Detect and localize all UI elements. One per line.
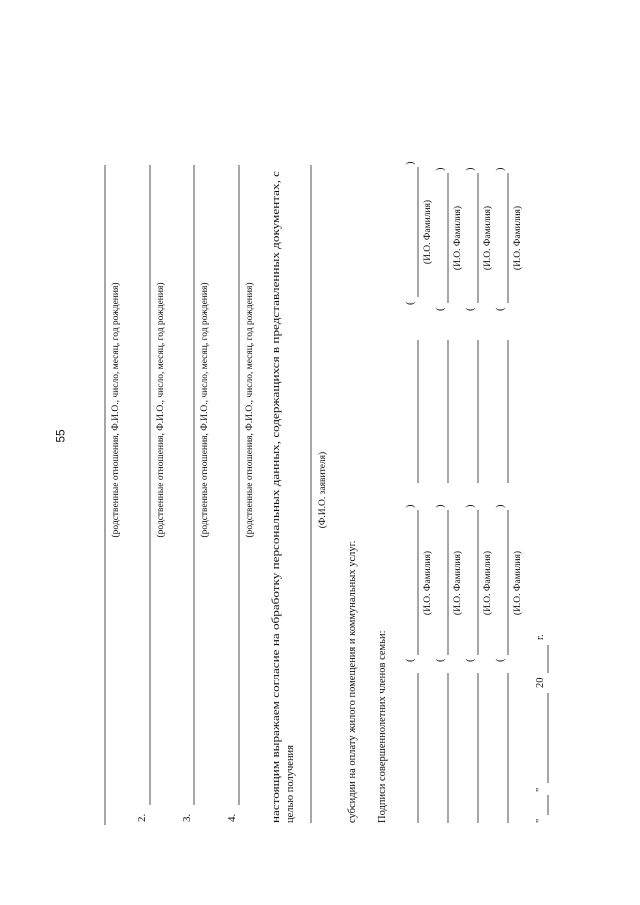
close-paren: ) [405,504,416,508]
close-paren: ) [435,504,446,508]
quote-open: " [535,818,546,823]
relative-caption-1: (родственные отношения, Ф.И.О., число, месяц, год рождения) [111,282,121,538]
open-paren: ( [405,658,416,662]
relative-caption-3: (родственные отношения, Ф.И.О., число, месяц, год рождения) [200,282,210,538]
name-caption: (И.О. Фамилия) [483,550,493,616]
open-paren: ( [495,307,506,311]
name-caption: (И.О. Фамилия) [453,550,463,616]
year-prefix: 20 [535,677,546,688]
signatures-title: Подписи совершеннолетних членов семьи: [377,630,388,823]
relative-number-3: 3. [181,813,193,822]
name-caption: (И.О. Фамилия) [513,550,523,616]
consent-text-line-1: настоящим выражаем согласие на обработку персональных данных, содержащихся в представленных документах, с [271,302,282,823]
open-paren: ( [465,658,476,662]
applicant-caption: (Ф.И.О. заявителя) [318,451,328,529]
relatives-block [105,165,255,825]
date-line [535,634,548,823]
close-paren: ) [435,167,446,171]
close-paren: ) [495,167,506,171]
open-paren: ( [495,658,506,662]
open-paren: ( [405,301,416,305]
consent-block [271,165,358,823]
form-content [105,161,548,825]
close-paren: ) [495,504,506,508]
close-paren: ) [465,167,476,171]
open-paren: ( [435,658,446,662]
open-paren: ( [435,307,446,311]
relative-caption-2: (родственные отношения, Ф.И.О., число, месяц, год рождения) [156,282,166,538]
close-paren: ) [465,504,476,508]
consent-text-line-2: целью получения [285,744,296,823]
purpose-text: субсидии на оплату жилого помещения и коммунальных услуг. [347,540,358,823]
name-caption: (И.О. Фамилия) [423,199,433,265]
open-paren: ( [465,307,476,311]
relative-caption-4: (родственные отношения, Ф.И.О., число, месяц, год рождения) [245,282,255,538]
signatures-block [377,161,523,823]
name-caption: (И.О. Фамилия) [423,550,433,616]
name-caption: (И.О. Фамилия) [453,205,463,271]
name-caption: (И.О. Фамилия) [483,205,493,271]
close-paren: ) [405,161,416,165]
relative-number-4: 4. [226,813,238,822]
name-caption: (И.О. Фамилия) [513,205,523,271]
page-number: 55 [54,429,69,443]
quote-close: " [535,787,546,792]
relative-number-2: 2. [136,813,148,822]
year-suffix: г. [535,634,546,640]
